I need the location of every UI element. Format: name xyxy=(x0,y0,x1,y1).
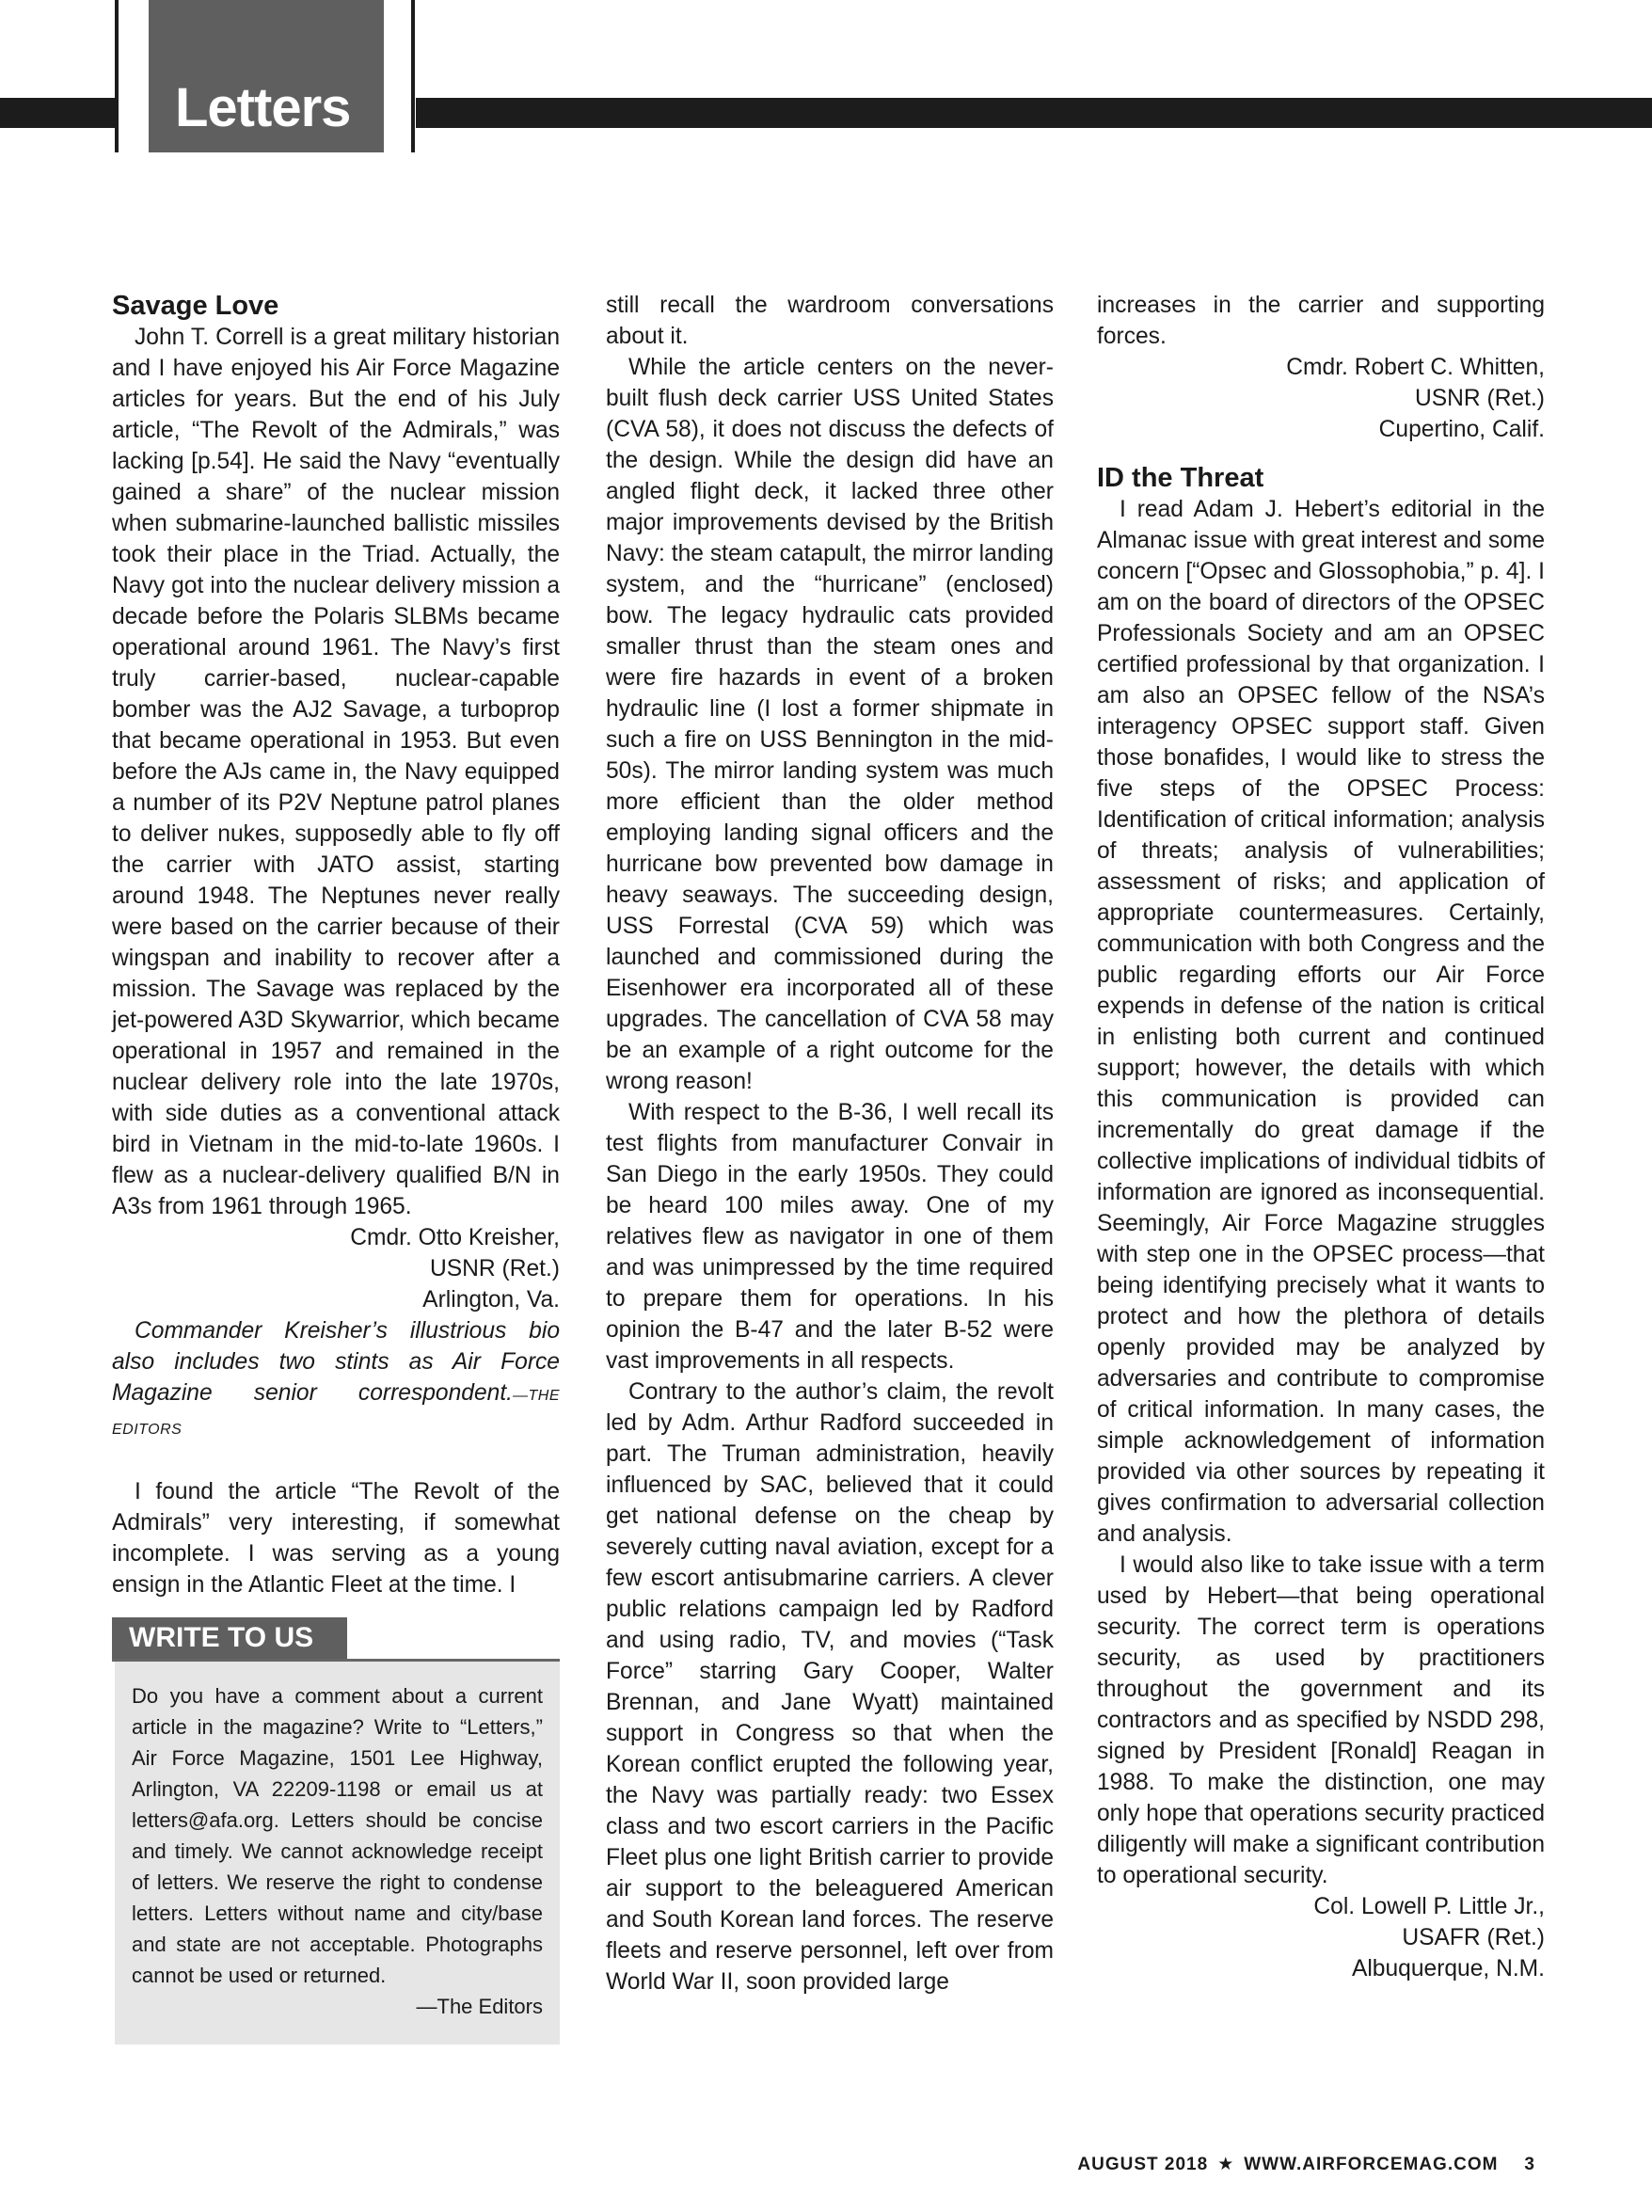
section-title: Letters xyxy=(149,0,384,152)
write-to-us-text: Do you have a comment about a current article in the magazine? Write to “Letters,” Air Force Magazine, 1501 Lee Highway, Arlington, VA 22209-1198 or email us at letters@afa.org. Letters should be concise and timely. We cannot acknowledge receipt of letters. We reserve the right to condense letters. Letters without name and city/base and state are not acceptable. Photographs cannot be used or returned. xyxy=(132,1684,543,1987)
letter-heading: ID the Threat xyxy=(1097,463,1264,493)
signature-location: Arlington, Va. xyxy=(422,1287,560,1313)
letter-paragraph: I would also like to take issue with a term used by Hebert—that being operational security. The correct term is operations security, as used by practitioners throughout the government and its contractors and as specified by NSDD 298, signed by President [Ronald] Reagan in 1988. To make the distinction, one may only hope that operations security practiced diligently will make a significant contribution to operational security. xyxy=(1097,1552,1545,1888)
column-3 xyxy=(1097,290,1545,1984)
signature-name: Cmdr. Robert C. Whitten, xyxy=(1286,355,1545,380)
letter-paragraph: increases in the carrier and supporting forces. xyxy=(1097,293,1545,349)
page-number: 3 xyxy=(1524,2155,1535,2174)
signature-rank: USNR (Ret.) xyxy=(429,1256,560,1281)
section-tab-rule-right xyxy=(411,0,415,152)
write-to-us-body xyxy=(115,1662,560,2045)
signature-location: Cupertino, Calif. xyxy=(1378,417,1545,442)
letter-paragraph: Contrary to the author’s claim, the revolt led by Adm. Arthur Radford succeeded in part. The Truman administration, heavily influenced by SAC, believed that it could get national defense on the cheap by severely cutting naval aviation, except for a few escort antisubmarine carriers. A clever public relations campaign led by Radford and using radio, TV, and movies (“Task Force” starring Gary Cooper, Walter Brennan, and Jane Wyatt) maintained support in Congress so that when the Korean conflict erupted the following year, the Navy was partially ready: two Essex class and two escort carriers in the Pacific Fleet plus one light British carrier to provide air support to the beleaguered American and South Korean land forces. The reserve fleets and reserve personnel, left over from World War II, soon provided large xyxy=(606,1379,1054,1995)
letter-paragraph: John T. Correll is a great military historian and I have enjoyed his Air Force Magazine articles for years. But the end of his July article, “The Revolt of the Admirals,” was lacking [p.54]. He said the Navy “eventually gained a share” of the nuclear mission when submarine-launched ballistic missiles took their place in the Triad. Actually, the Navy got into the nuclear delivery mission a decade before the Polaris SLBMs became operational around 1961. The Navy’s first truly carrier-based, nuclear-capable bomber was the AJ2 Savage, a turboprop that became operational in 1953. But even before the AJs came in, the Navy equipped a number of its P2V Neptune patrol planes to deliver nukes, supposedly able to fly off the carrier with JATO assist, starting around 1948. The Neptunes never really were based on the carrier because of their wingspan and inability to recover after a mission. The Savage was replaced by the jet-powered A3D Skywarrior, which became operational in 1957 and remained in the nuclear delivery role into the late 1970s, with side duties as a conventional attack bird in Vietnam in the mid-to-late 1960s. I flew as a nuclear-delivery qualified B/N in A3s from 1961 through 1965. xyxy=(112,325,560,1219)
letter-paragraph: With respect to the B-36, I well recall its test flights from manufacturer Convair in San Diego in the early 1950s. They could be heard 100 miles away. One of my relatives flew as navigator in one of them and was unimpressed by the time required to prepare them for operations. In his opinion the B-47 and the later B-52 were vast improvements in all respects. xyxy=(606,1100,1054,1374)
column-1 xyxy=(112,290,560,2045)
letter-paragraph: I found the article “The Revolt of the Admirals” very interesting, if somewhat incomplete. I was serving as a young ensign in the Atlantic Fleet at the time. I xyxy=(112,1479,560,1598)
write-to-us-title: WRITE TO US xyxy=(112,1617,347,1659)
write-to-us-signoff: —The Editors xyxy=(416,1995,543,2018)
letter-paragraph: I read Adam J. Hebert’s editorial in the Almanac issue with great interest and some concern [“Opsec and Glossophobia,” p. 4]. I am on the board of directors of the OPSEC Professionals Society and am an OPSEC certified professional by that organization. I am also an OPSEC fellow of the NSA’s interagency OPSEC support staff. Given those bonafides, I would like to stress the five steps of the OPSEC Process: Identification of critical information; analysis of threats; analysis of vulnerabilities; assessment of risks; and application of appropriate countermeasures. Certainly, communication with both Congress and the public regarding efforts our Air Force expends in defense of the nation is critical in enlisting both current and continued support; however, the details with which this communication is provided can incrementally do great damage if the collective implications of individual tidbits of information are ignored as inconsequential. Seemingly, Air Force Magazine struggles with step one in the OPSEC process—that being identifying precisely what it wants to protect and how the plethora of details openly provided may be analyzed by adversaries and contribute to compromise of critical information. In many cases, the simple acknowledgement of information provided via other sources by repeating it gives confirmation to adversarial collection and analysis. xyxy=(1097,497,1545,1547)
letter-signature xyxy=(1097,1891,1545,1984)
signature-rank: USAFR (Ret.) xyxy=(1402,1925,1545,1950)
editor-note-tag: —THE EDITORS xyxy=(112,1388,560,1438)
letter-signature xyxy=(1097,352,1545,445)
write-to-us-box xyxy=(112,1617,560,2045)
footer-issue: AUGUST 2018 xyxy=(1077,2155,1209,2174)
editor-note-text: Commander Kreisher’s illustrious bio also includes two stints as Air Force Magazine senior correspondent. xyxy=(112,1318,560,1406)
spacer xyxy=(112,1445,560,1476)
signature-location: Albuquerque, N.M. xyxy=(1351,1956,1545,1981)
page-footer xyxy=(1077,2154,1535,2175)
column-2 xyxy=(606,290,1054,1997)
signature-name: Cmdr. Otto Kreisher, xyxy=(350,1225,560,1250)
section-tab-rule-left xyxy=(115,0,119,152)
letter-paragraph: still recall the wardroom conversations about it. xyxy=(606,293,1054,349)
write-to-us-header xyxy=(112,1617,560,1662)
signature-rank: USNR (Ret.) xyxy=(1414,386,1545,411)
letter-paragraph: While the article centers on the never-built flush deck carrier USS United States (CVA 58), it does not discuss the defects of the design. While the design did have an angled flight deck, it lacked three other major improvements devised by the British Navy: the steam catapult, the mirror landing system, and the “hurricane” (enclosed) bow. The legacy hydraulic cats provided smaller thrust than the steam ones and were fire hazards in event of a broken hydraulic line (I lost a former shipmate in such a fire on USS Bennington in the mid-50s). The mirror landing system was much more efficient than the older method employing landing signal officers and the hurricane bow prevented bow damage in heavy seaways. The succeeding design, USS Forrestal (CVA 59) which was launched and commissioned during the Eisenhower era incorporated all of these upgrades. The cancellation of CVA 58 may be an example of a right outcome for the wrong reason! xyxy=(606,355,1054,1094)
letter-heading: Savage Love xyxy=(112,291,279,321)
signature-name: Col. Lowell P. Little Jr., xyxy=(1313,1894,1545,1919)
footer-site: WWW.AIRFORCEMAG.COM xyxy=(1244,2155,1499,2174)
letter-signature xyxy=(112,1222,560,1315)
star-icon: ★ xyxy=(1217,2155,1235,2174)
editor-note xyxy=(112,1315,560,1445)
